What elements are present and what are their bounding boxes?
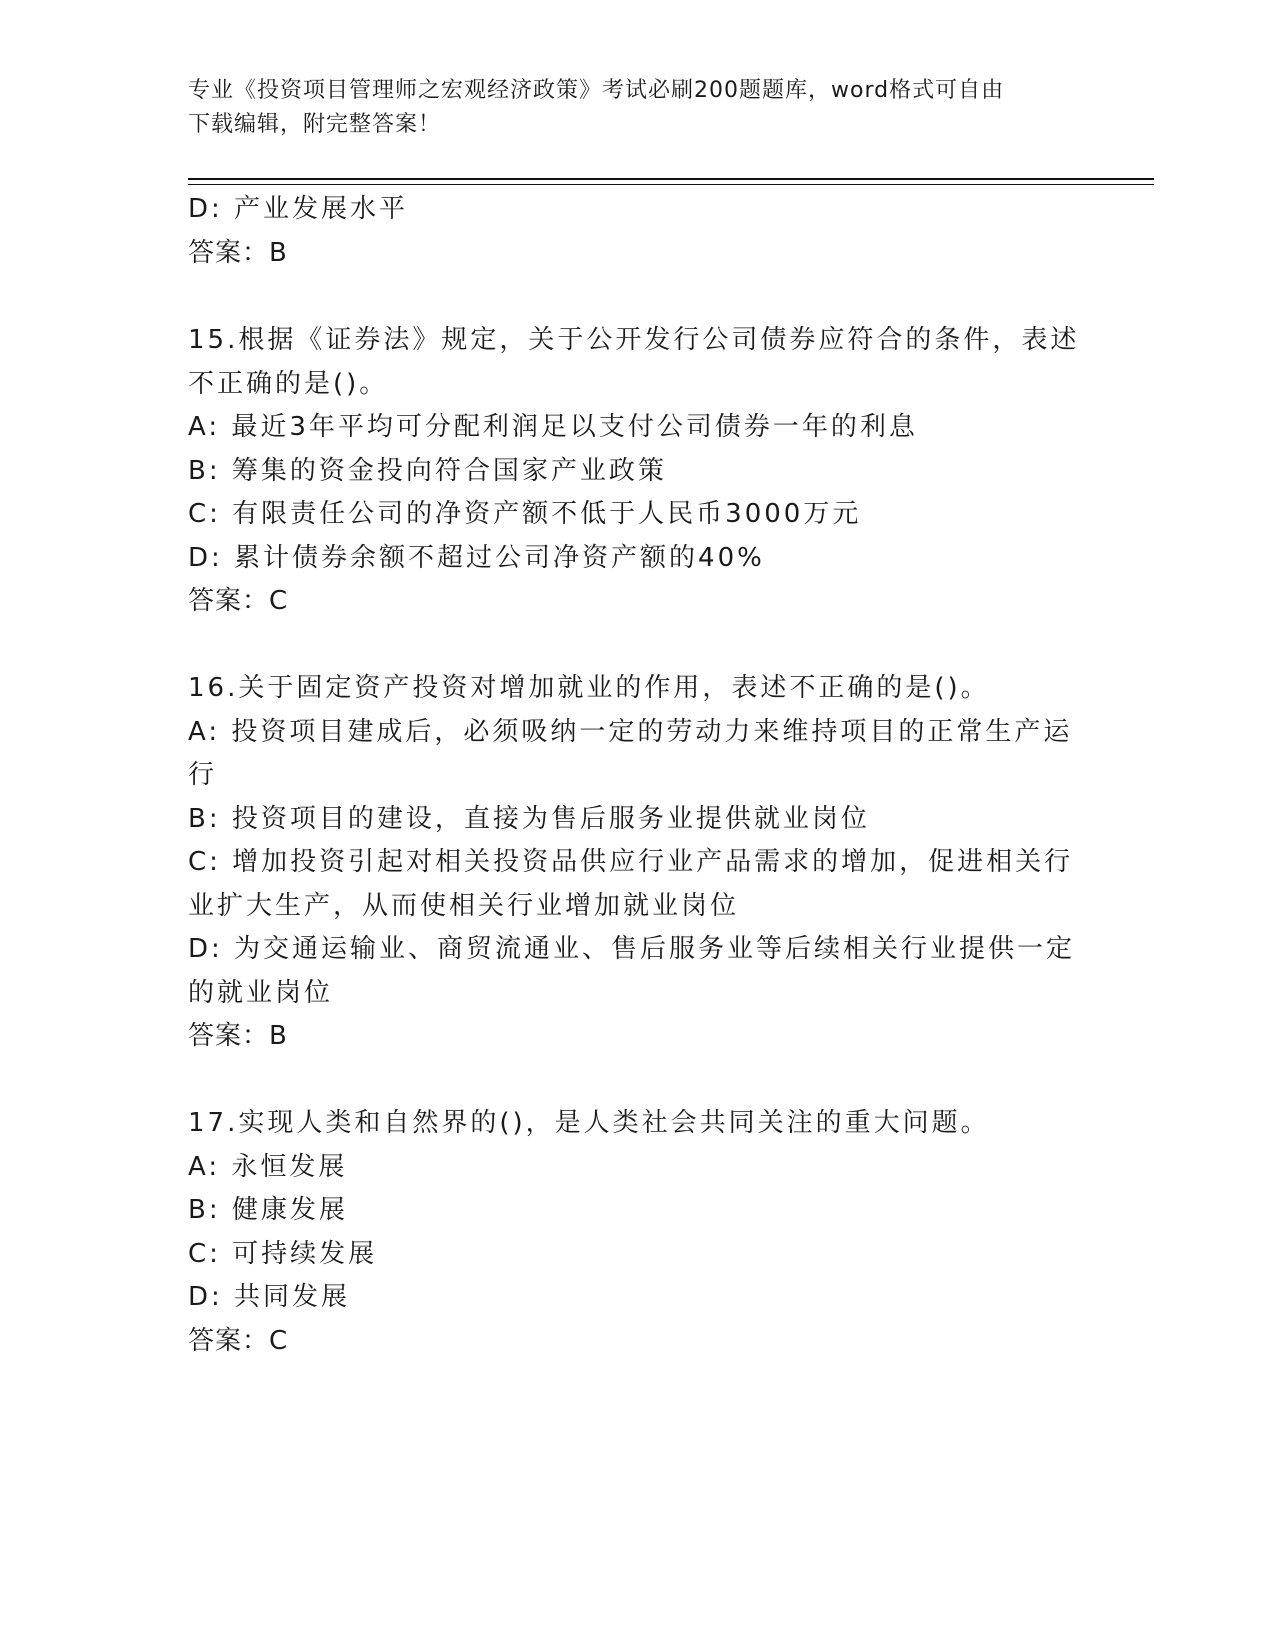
q17-answer: 答案：C [188, 1326, 289, 1356]
q15-answer: 答案：C [188, 586, 289, 616]
q17-option-a: A: 永恒发展 [188, 1152, 348, 1182]
q16-option-c-line-1: C: 增加投资引起对相关投资品供应行业产品需求的增加，促进相关行 [188, 847, 1074, 877]
document-header [188, 74, 1078, 142]
q16-option-b: B: 投资项目的建设，直接为售后服务业提供就业岗位 [188, 804, 870, 834]
header-rule-thick [188, 178, 1154, 180]
q17-option-d: D: 共同发展 [188, 1282, 351, 1312]
q14-option-d: D: 产业发展水平 [188, 194, 409, 224]
q17-option-b: B: 健康发展 [188, 1195, 348, 1225]
q16-option-c-line-2: 业扩大生产，从而使相关行业增加就业岗位 [188, 891, 740, 921]
q16-option-a-line-1: A: 投资项目建成后，必须吸纳一定的劳动力来维持项目的正常生产运 [188, 717, 1073, 747]
q15-stem-line-2: 不正确的是()。 [188, 369, 389, 399]
header-line-2: 下载编辑，附完整答案！ [188, 112, 442, 137]
q15-option-a: A: 最近3年平均可分配利润足以支付公司债券一年的利息 [188, 412, 918, 442]
header-rule-thin [188, 184, 1154, 185]
q15-option-c: C: 有限责任公司的净资产额不低于人民币3000万元 [188, 499, 862, 529]
q17-stem: 17.实现人类和自然界的()，是人类社会共同关注的重大问题。 [188, 1108, 990, 1138]
q16-option-d-line-1: D: 为交通运输业、商贸流通业、售后服务业等后续相关行业提供一定 [188, 934, 1076, 964]
q15-stem-line-1: 15.根据《证券法》规定，关于公开发行公司债券应符合的条件，表述 [188, 325, 1080, 355]
q15-option-d: D: 累计债券余额不超过公司净资产额的40% [188, 543, 765, 573]
q16-option-a-line-2: 行 [188, 760, 218, 790]
q16-answer: 答案：B [188, 1021, 288, 1051]
header-line-1: 专业《投资项目管理师之宏观经济政策》考试必刷200题题库，word格式可自由 [188, 78, 1005, 103]
q15-option-b: B: 筹集的资金投向符合国家产业政策 [188, 456, 667, 486]
q16-option-d-line-2: 的就业岗位 [188, 978, 334, 1008]
q16-stem: 16.关于固定资产投资对增加就业的作用，表述不正确的是()。 [188, 673, 990, 703]
q17-option-c: C: 可持续发展 [188, 1239, 378, 1269]
q14-answer: 答案：B [188, 238, 288, 268]
